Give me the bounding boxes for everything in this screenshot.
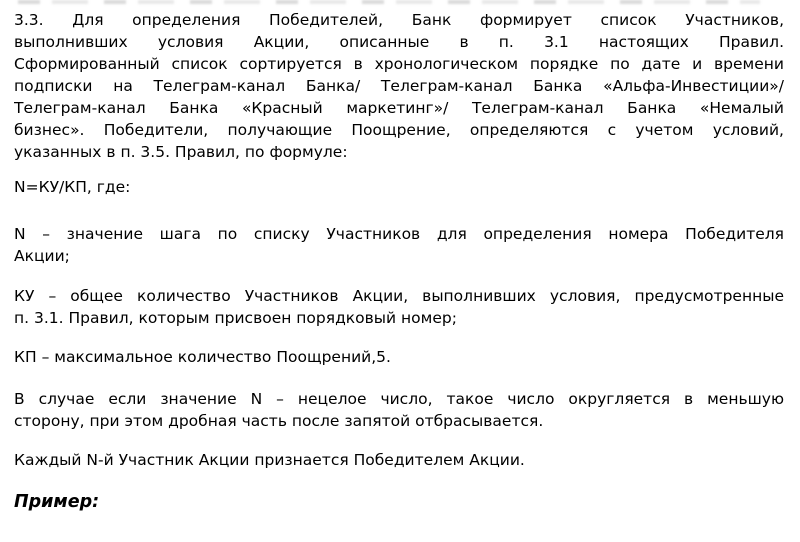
text-line: подписки на Телеграм-канал Банка/ Телеграм-канал Банка «Альфа-Инвестиции»/: [14, 77, 784, 95]
text-line: Каждый N-й Участник Акции признается Победителем Акции.: [14, 451, 525, 469]
paragraph-definition-kp: [14, 346, 784, 368]
text-line: КП – максимальное количество Поощрений,5.: [14, 348, 391, 366]
text-line: п. 3.1. Правил, которым присвоен порядковый номер;: [14, 309, 457, 327]
text-line: сторону, при этом дробная часть после запятой отбрасывается.: [14, 412, 544, 430]
paragraph-clause-3-3: [14, 9, 784, 163]
text-line: указанных в п. 3.5. Правил, по формуле:: [14, 143, 348, 161]
text-line: Телеграм-канал Банка «Красный маркетинг»/ Телеграм-канал Банка «Немалый: [14, 99, 784, 117]
paragraph-definition-n: [14, 223, 784, 267]
formula-text-line: N=КУ/КП, где:: [14, 178, 131, 196]
example-heading-text: Пример:: [14, 492, 100, 512]
text-line: бизнес». Победители, получающие Поощрение, определяются с учетом условий,: [14, 121, 784, 139]
text-line: В случае если значение N – нецелое число, такое число округляется в меньшую: [14, 390, 784, 408]
text-line: 3.3. Для определения Победителей, Банк формирует список Участников,: [14, 11, 784, 29]
text-line: Акции;: [14, 247, 70, 265]
text-line: N – значение шага по списку Участников для определения номера Победителя: [14, 225, 784, 243]
text-line: выполнивших условия Акции, описанные в п. 3.1 настоящих Правил.: [14, 33, 784, 51]
paragraph-formula: [14, 176, 784, 198]
text-line: Сформированный список сортируется в хронологическом порядке по дате и времени: [14, 55, 784, 73]
example-heading: [14, 490, 784, 514]
top-crop-artifact: [18, 0, 760, 4]
text-line: КУ – общее количество Участников Акции, выполнивших условия, предусмотренные: [14, 287, 784, 305]
paragraph-rounding-rule: [14, 388, 784, 432]
paragraph-winner-rule: [14, 449, 784, 471]
paragraph-definition-ku: [14, 285, 784, 329]
